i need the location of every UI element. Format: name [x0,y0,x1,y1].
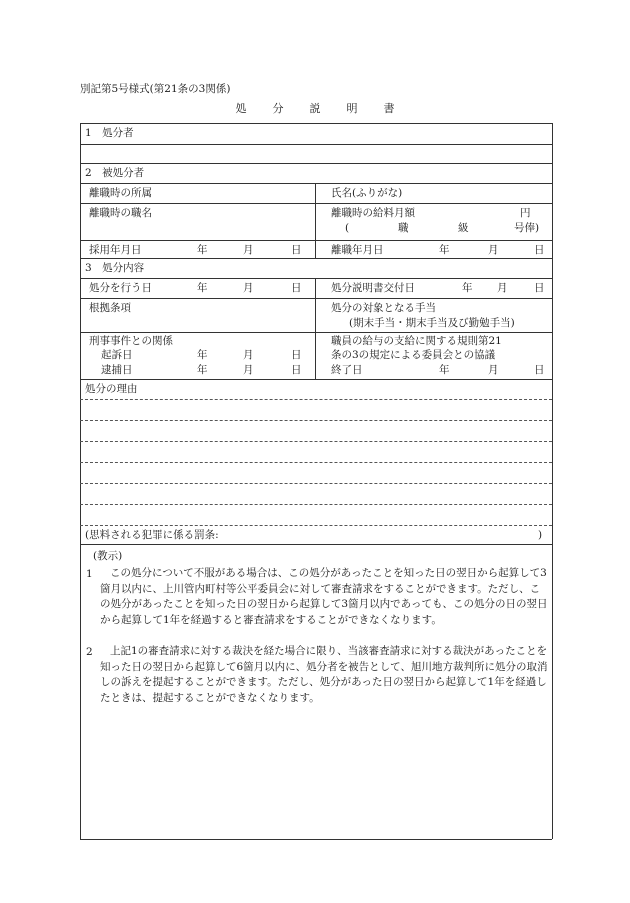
council-consult-line1: 職員の給与の支給に関する規則第21 [331,335,502,347]
hire-day-unit: 日 [291,244,302,256]
legal-basis-label: 根拠条項 [89,302,131,314]
page-title: 処分説明書 [235,102,421,115]
explanation-year-unit: 年 [462,282,473,294]
grade-paren-open: ( [345,222,350,234]
indictment-year-unit: 年 [197,349,208,361]
explanation-month-unit: 月 [497,282,508,294]
council-day-unit: 日 [534,364,545,376]
indictment-month-unit: 月 [243,349,254,361]
yen-unit: 円 [520,207,531,219]
instruction-2-number: 2 [86,646,93,658]
rule [80,183,552,184]
instruction-2-text: 上記1の審査請求に対する裁決を経た場合に限り、当該審査請求に対する裁決があったことを知った日の翌日から起算して6箇月以内に、処分者を被告として、旭川地方裁判所に処分の取消しの訴えを提起することができます。ただし、処分があった日の翌日から起算して1年を経過したときは、提起することができなくなります。 [100,645,548,704]
arrest-year-unit: 年 [197,364,208,376]
crime-note-close: ) [538,529,543,541]
disposition-year-unit: 年 [197,282,208,294]
column-divider [315,183,316,258]
hire-year-unit: 年 [197,244,208,256]
disposition-date-label: 処分を行う日 [89,282,152,294]
name-label: 氏名(ふりがな) [331,187,403,199]
council-end-label: 終了日 [331,364,363,376]
rule [80,332,552,333]
council-consult-line2: 条の3の規定による委員会との協議 [331,349,496,361]
retire-date-label: 離職年月日 [331,244,384,256]
retire-day-unit: 日 [534,244,545,256]
column-divider [315,278,316,379]
council-year-unit: 年 [439,364,450,376]
crime-note-open: (思料される犯罪に係る罰条: [85,529,219,541]
rule [80,258,552,259]
rule [80,298,552,299]
indictment-day-unit: 日 [291,349,302,361]
retire-year-unit: 年 [439,244,450,256]
rule [80,203,552,204]
disposition-day-unit: 日 [291,282,302,294]
salary-label: 離職時の給料月額 [331,207,415,219]
table-border-right [552,123,553,839]
instruction-1-text: この処分について不服がある場合は、この処分があったことを知った日の翌日から起算して3箇月以内に、上川管内町村等公平委員会に対して審査請求をすることができます。ただし、この処分があったことを知った日の翌日から起算して3箇月以内であっても、この処分の日の翌日から起算して1年を経過すると審査請求をすることができなくなります。 [100,567,548,626]
step-unit: 号俸) [514,222,540,234]
arrest-date-label: 逮捕日 [101,364,133,376]
hire-date-label: 採用年月日 [89,244,142,256]
class-unit: 級 [458,222,469,234]
rule [80,544,552,545]
hire-month-unit: 月 [243,244,254,256]
rule [80,144,552,145]
reason-writing-line [80,483,552,484]
section-subject-label: 2 被処分者 [85,167,145,179]
grade-unit: 職 [398,222,409,234]
rule [80,163,552,164]
rule [80,379,552,380]
arrest-day-unit: 日 [291,364,302,376]
reason-writing-line [80,525,552,526]
arrest-month-unit: 月 [243,364,254,376]
disposition-month-unit: 月 [243,282,254,294]
table-border-top [80,123,552,124]
explanation-date-label: 処分説明書交付日 [331,282,415,294]
section-processor-label: 1 処分者 [85,127,134,139]
affiliation-label: 離職時の所属 [89,187,152,199]
reason-writing-line [80,399,552,400]
table-border-left [80,123,81,839]
council-month-unit: 月 [488,364,499,376]
reason-writing-line [80,441,552,442]
allowance-target-label: 処分の対象となる手当 [331,302,436,314]
instructions-heading: (教示) [93,550,123,562]
instruction-1-number: 1 [86,568,93,580]
reason-writing-line [80,420,552,421]
explanation-day-unit: 日 [534,282,545,294]
retire-month-unit: 月 [488,244,499,256]
job-title-label: 離職時の職名 [89,207,152,219]
reason-writing-line [80,504,552,505]
section-disposition-label: 3 処分内容 [85,262,145,274]
rule [80,240,552,241]
allowance-target-detail: (期末手当・期末手当及び勤勉手当) [349,317,515,329]
rule [80,278,552,279]
indictment-date-label: 起訴日 [101,349,133,361]
form-reference: 別記第5号様式(第21条の3関係) [80,83,231,95]
criminal-case-label: 刑事事件との関係 [89,335,173,347]
reason-label: 処分の理由 [85,383,138,395]
reason-writing-line [80,462,552,463]
table-border-bottom [80,839,552,840]
